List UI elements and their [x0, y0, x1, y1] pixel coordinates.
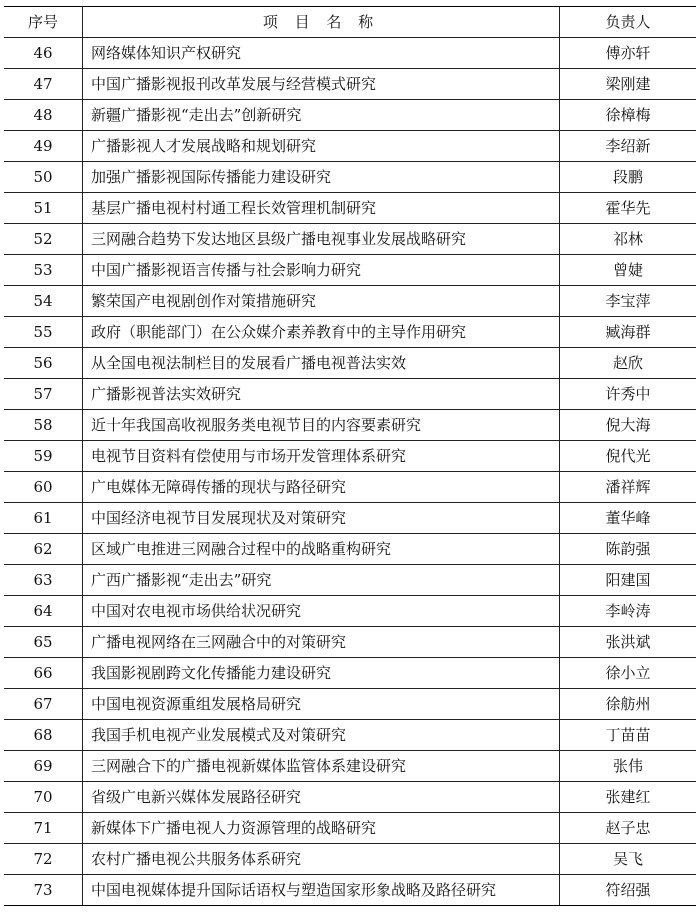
cell-project-name: 三网融合下的广播电视新媒体监管体系建设研究	[83, 751, 560, 782]
cell-project-name: 区域广电推进三网融合过程中的战略重构研究	[83, 534, 560, 565]
cell-owner: 赵欣	[560, 348, 697, 379]
cell-no: 46	[4, 38, 83, 69]
cell-project-name: 新媒体下广播电视人力资源管理的战略研究	[83, 813, 560, 844]
cell-no: 51	[4, 193, 83, 224]
cell-owner: 徐小立	[560, 658, 697, 689]
cell-no: 70	[4, 782, 83, 813]
cell-project-name: 广播电视网络在三网融合中的对策研究	[83, 627, 560, 658]
cell-owner: 祁林	[560, 224, 697, 255]
cell-project-name: 我国手机电视产业发展模式及对策研究	[83, 720, 560, 751]
cell-no: 60	[4, 472, 83, 503]
cell-no: 62	[4, 534, 83, 565]
cell-no: 64	[4, 596, 83, 627]
cell-no: 63	[4, 565, 83, 596]
table-row	[4, 255, 696, 286]
cell-project-name: 广电媒体无障碍传播的现状与路径研究	[83, 472, 560, 503]
cell-owner: 倪大海	[560, 410, 697, 441]
cell-no: 48	[4, 100, 83, 131]
cell-project-name: 加强广播影视国际传播能力建设研究	[83, 162, 560, 193]
cell-project-name: 广西广播影视“走出去”研究	[83, 565, 560, 596]
cell-project-name: 广播影视普法实效研究	[83, 379, 560, 410]
cell-no: 53	[4, 255, 83, 286]
table-row	[4, 813, 696, 844]
cell-no: 52	[4, 224, 83, 255]
cell-owner: 吴飞	[560, 844, 697, 875]
cell-project-name: 政府（职能部门）在公众媒介素养教育中的主导作用研究	[83, 317, 560, 348]
cell-project-name: 我国影视剧跨文化传播能力建设研究	[83, 658, 560, 689]
cell-no: 54	[4, 286, 83, 317]
header-no: 序号	[4, 7, 83, 38]
cell-owner: 臧海群	[560, 317, 697, 348]
cell-no: 73	[4, 875, 83, 906]
cell-no: 49	[4, 131, 83, 162]
table-row	[4, 131, 696, 162]
cell-no: 71	[4, 813, 83, 844]
cell-owner: 梁刚建	[560, 69, 697, 100]
table-row	[4, 844, 696, 875]
cell-owner: 阳建国	[560, 565, 697, 596]
cell-owner: 丁苗苗	[560, 720, 697, 751]
table-row	[4, 658, 696, 689]
table-row	[4, 410, 696, 441]
header-row	[4, 7, 696, 38]
cell-project-name: 繁荣国产电视剧创作对策措施研究	[83, 286, 560, 317]
cell-no: 50	[4, 162, 83, 193]
cell-no: 68	[4, 720, 83, 751]
cell-project-name: 从全国电视法制栏目的发展看广播电视普法实效	[83, 348, 560, 379]
cell-owner: 许秀中	[560, 379, 697, 410]
cell-project-name: 广播影视人才发展战略和规划研究	[83, 131, 560, 162]
cell-project-name: 中国广播影视报刊改革发展与经营模式研究	[83, 69, 560, 100]
cell-project-name: 省级广电新兴媒体发展路径研究	[83, 782, 560, 813]
cell-project-name: 电视节目资料有偿使用与市场开发管理体系研究	[83, 441, 560, 472]
cell-project-name: 近十年我国高收视服务类电视节目的内容要素研究	[83, 410, 560, 441]
cell-project-name: 中国广播影视语言传播与社会影响力研究	[83, 255, 560, 286]
cell-owner: 徐舫州	[560, 689, 697, 720]
cell-no: 58	[4, 410, 83, 441]
cell-owner: 霍华先	[560, 193, 697, 224]
table-row	[4, 38, 696, 69]
cell-owner: 张伟	[560, 751, 697, 782]
header-owner: 负责人	[560, 7, 697, 38]
cell-project-name: 中国电视资源重组发展格局研究	[83, 689, 560, 720]
cell-project-name: 基层广播电视村村通工程长效管理机制研究	[83, 193, 560, 224]
cell-no: 66	[4, 658, 83, 689]
header-project-name: 项 目 名 称	[83, 7, 560, 38]
table-row	[4, 379, 696, 410]
cell-owner: 潘祥辉	[560, 472, 697, 503]
cell-project-name: 中国电视媒体提升国际话语权与塑造国家形象战略及路径研究	[83, 875, 560, 906]
table-row	[4, 193, 696, 224]
cell-project-name: 网络媒体知识产权研究	[83, 38, 560, 69]
cell-owner: 李绍新	[560, 131, 697, 162]
table-row	[4, 875, 696, 906]
cell-no: 56	[4, 348, 83, 379]
cell-owner: 段鹏	[560, 162, 697, 193]
cell-no: 47	[4, 69, 83, 100]
cell-owner: 张洪斌	[560, 627, 697, 658]
table-row	[4, 689, 696, 720]
table-row	[4, 534, 696, 565]
cell-no: 65	[4, 627, 83, 658]
table-row	[4, 472, 696, 503]
cell-project-name: 农村广播电视公共服务体系研究	[83, 844, 560, 875]
cell-project-name: 新疆广播影视“走出去”创新研究	[83, 100, 560, 131]
cell-no: 61	[4, 503, 83, 534]
cell-owner: 徐樟梅	[560, 100, 697, 131]
cell-no: 59	[4, 441, 83, 472]
table-row	[4, 224, 696, 255]
table-row	[4, 317, 696, 348]
cell-project-name: 中国经济电视节目发展现状及对策研究	[83, 503, 560, 534]
table-row	[4, 100, 696, 131]
cell-owner: 李岭涛	[560, 596, 697, 627]
cell-project-name: 中国对农电视市场供给状况研究	[83, 596, 560, 627]
table-row	[4, 503, 696, 534]
table-row	[4, 596, 696, 627]
cell-no: 72	[4, 844, 83, 875]
table-row	[4, 751, 696, 782]
table-row	[4, 286, 696, 317]
cell-owner: 张建红	[560, 782, 697, 813]
cell-no: 69	[4, 751, 83, 782]
table-body	[4, 38, 696, 906]
cell-owner: 傅亦轩	[560, 38, 697, 69]
cell-no: 57	[4, 379, 83, 410]
cell-owner: 董华峰	[560, 503, 697, 534]
table-row	[4, 782, 696, 813]
table-row	[4, 441, 696, 472]
table-row	[4, 720, 696, 751]
table-row	[4, 627, 696, 658]
cell-owner: 赵子忠	[560, 813, 697, 844]
cell-no: 67	[4, 689, 83, 720]
table-row	[4, 348, 696, 379]
cell-owner: 陈韵强	[560, 534, 697, 565]
table-row	[4, 69, 696, 100]
table-header	[4, 7, 696, 38]
cell-project-name: 三网融合趋势下发达地区县级广播电视事业发展战略研究	[83, 224, 560, 255]
table-row	[4, 162, 696, 193]
table-row	[4, 565, 696, 596]
cell-owner: 符绍强	[560, 875, 697, 906]
cell-owner: 倪代光	[560, 441, 697, 472]
cell-owner: 李宝萍	[560, 286, 697, 317]
cell-no: 55	[4, 317, 83, 348]
cell-owner: 曾婕	[560, 255, 697, 286]
project-table	[4, 6, 696, 906]
